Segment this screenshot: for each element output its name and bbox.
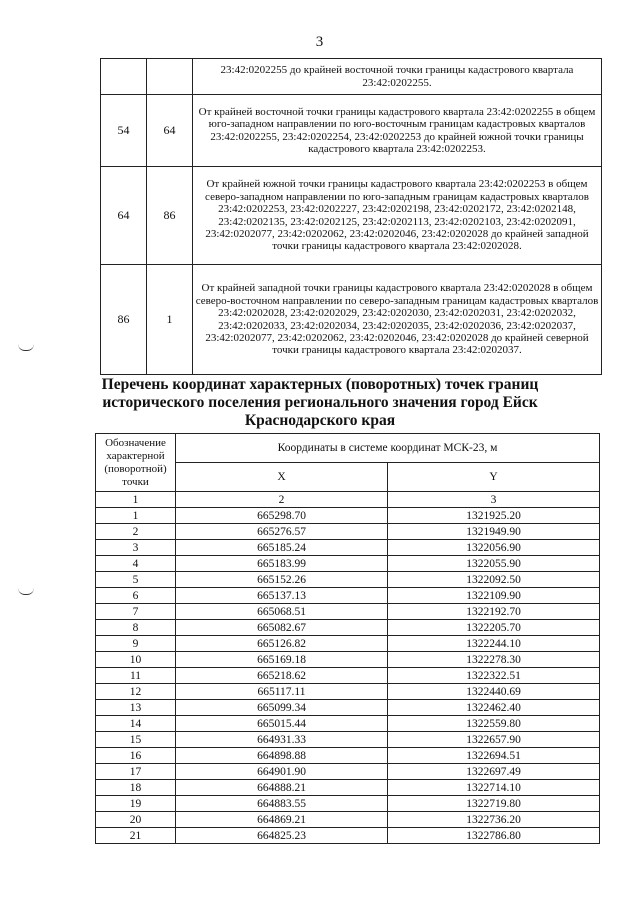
boundary-point-to xyxy=(147,59,193,95)
column-number-1: 1 xyxy=(96,492,176,508)
point-number: 19 xyxy=(96,796,176,812)
point-number: 17 xyxy=(96,764,176,780)
coordinate-x: 665152.26 xyxy=(176,572,388,588)
coordinate-y: 1322694.51 xyxy=(388,748,600,764)
point-number: 11 xyxy=(96,668,176,684)
point-number: 2 xyxy=(96,524,176,540)
coordinate-x: 665185.24 xyxy=(176,540,388,556)
margin-mark xyxy=(18,344,34,351)
boundary-description: От крайней восточной точки границы кадастрового квартала 23:42:0202255 в общем юго-западном направлении по юго-восточным границам кадастровых кварталов 23:42:0202255, 23:42:0202254, 23:42:0202253 до крайней южной точки границы кадастрового квартала 23:42:0202253. xyxy=(193,95,602,167)
coordinate-y: 1321949.90 xyxy=(388,524,600,540)
coordinate-x: 665068.51 xyxy=(176,604,388,620)
boundary-row xyxy=(101,265,602,375)
coordinate-row xyxy=(96,508,600,524)
coordinate-x: 664931.33 xyxy=(176,732,388,748)
point-number: 5 xyxy=(96,572,176,588)
boundary-row xyxy=(101,95,602,167)
point-number: 13 xyxy=(96,700,176,716)
coordinate-row xyxy=(96,812,600,828)
coordinate-row xyxy=(96,732,600,748)
coordinate-y: 1322440.69 xyxy=(388,684,600,700)
coordinate-row xyxy=(96,572,600,588)
point-number: 1 xyxy=(96,508,176,524)
coordinate-y: 1322719.80 xyxy=(388,796,600,812)
point-number: 6 xyxy=(96,588,176,604)
boundary-description: От крайней южной точки границы кадастрового квартала 23:42:0202253 в общем северо-западном направлении по юго-западным границам кадастровых кварталов 23:42:0202253, 23:42:0202227, 23:42:0202198, 23:42:0202172, 23:42:0202148, 23:42:0202135, 23:42:0202125, 23:42:0202113, 23:42:0202103, 23:42:0202091, 23:42:0202077, 23:42:0202062, 23:42:0202046, 23:42:0202028 до крайней западной точки границы кадастрового квартала 23:42:0202028. xyxy=(193,167,602,265)
coordinate-row xyxy=(96,716,600,732)
point-number: 15 xyxy=(96,732,176,748)
coordinate-x: 664901.90 xyxy=(176,764,388,780)
boundary-description: 23:42:0202255 до крайней восточной точки границы кадастрового квартала 23:42:0202255. xyxy=(193,59,602,95)
coordinate-x: 665169.18 xyxy=(176,652,388,668)
coordinate-row xyxy=(96,780,600,796)
margin-mark xyxy=(18,588,34,595)
coordinate-y: 1322559.80 xyxy=(388,716,600,732)
coordinate-row xyxy=(96,684,600,700)
coordinate-x: 665218.62 xyxy=(176,668,388,684)
point-number: 12 xyxy=(96,684,176,700)
coordinate-x: 664825.23 xyxy=(176,828,388,844)
coordinate-row xyxy=(96,620,600,636)
header-coordinate-system: Координаты в системе координат МСК-23, м xyxy=(176,434,600,463)
boundary-point-from: 86 xyxy=(101,265,147,375)
boundary-row xyxy=(101,167,602,265)
coordinate-y: 1321925.20 xyxy=(388,508,600,524)
coordinate-y: 1322657.90 xyxy=(388,732,600,748)
coordinate-x: 665099.34 xyxy=(176,700,388,716)
coordinate-row xyxy=(96,668,600,684)
boundary-point-from xyxy=(101,59,147,95)
page-number: 3 xyxy=(315,34,324,50)
coordinate-row xyxy=(96,652,600,668)
coordinate-y: 1322786.80 xyxy=(388,828,600,844)
point-number: 16 xyxy=(96,748,176,764)
coordinate-row xyxy=(96,828,600,844)
coordinate-row xyxy=(96,796,600,812)
coordinate-row xyxy=(96,764,600,780)
coordinate-y: 1322322.51 xyxy=(388,668,600,684)
coordinate-row xyxy=(96,700,600,716)
coordinate-x: 665137.13 xyxy=(176,588,388,604)
coordinate-x: 664869.21 xyxy=(176,812,388,828)
coordinate-row xyxy=(96,636,600,652)
boundary-point-to: 86 xyxy=(147,167,193,265)
coordinate-y: 1322205.70 xyxy=(388,620,600,636)
boundary-description: От крайней западной точки границы кадастрового квартала 23:42:0202028 в общем северо-восточном направлении по северо-западным границам кадастровых кварталов 23:42:0202028, 23:42:0202029, 23:42:0202030, 23:42:0202031, 23:42:0202032, 23:42:0202033, 23:42:0202034, 23:42:0202035, 23:42:0202036, 23:42:0202037, 23:42:0202077, 23:42:0202062, 23:42:0202046, 23:42:0202028 до крайней северной точки границы кадастрового квартала 23:42:0202037. xyxy=(193,265,602,375)
header-y: Y xyxy=(388,463,600,492)
boundary-row xyxy=(101,59,602,95)
coordinate-y: 1322109.90 xyxy=(388,588,600,604)
point-number: 8 xyxy=(96,620,176,636)
coordinate-x: 664898.88 xyxy=(176,748,388,764)
coordinate-y: 1322055.90 xyxy=(388,556,600,572)
coordinate-y: 1322736.20 xyxy=(388,812,600,828)
point-number: 7 xyxy=(96,604,176,620)
header-point-designation: Обозначение характерной (поворотной) точки xyxy=(96,434,176,492)
point-number: 9 xyxy=(96,636,176,652)
coordinate-x: 665117.11 xyxy=(176,684,388,700)
boundary-point-from: 54 xyxy=(101,95,147,167)
coordinate-y: 1322697.49 xyxy=(388,764,600,780)
point-number: 20 xyxy=(96,812,176,828)
column-number-3: 3 xyxy=(388,492,600,508)
coordinate-y: 1322278.30 xyxy=(388,652,600,668)
coordinate-row xyxy=(96,540,600,556)
coordinate-y: 1322192.70 xyxy=(388,604,600,620)
coordinate-y: 1322244.10 xyxy=(388,636,600,652)
coordinate-x: 665276.57 xyxy=(176,524,388,540)
boundary-point-from: 64 xyxy=(101,167,147,265)
header-x: X xyxy=(176,463,388,492)
point-number: 10 xyxy=(96,652,176,668)
coordinate-x: 665183.99 xyxy=(176,556,388,572)
coordinate-x: 665298.70 xyxy=(176,508,388,524)
coordinate-row xyxy=(96,588,600,604)
coordinate-y: 1322714.10 xyxy=(388,780,600,796)
boundary-point-to: 1 xyxy=(147,265,193,375)
point-number: 3 xyxy=(96,540,176,556)
coordinate-x: 664883.55 xyxy=(176,796,388,812)
coordinate-row xyxy=(96,604,600,620)
point-number: 21 xyxy=(96,828,176,844)
column-number-2: 2 xyxy=(176,492,388,508)
coordinate-x: 665126.82 xyxy=(176,636,388,652)
section-title: Перечень координат характерных (поворотных) точек границ исторического поселения регионального значения город Ейск Краснодарского края xyxy=(101,376,539,429)
coordinate-row xyxy=(96,748,600,764)
coordinate-row xyxy=(96,524,600,540)
coordinates-table xyxy=(95,433,600,844)
boundary-point-to: 64 xyxy=(147,95,193,167)
coordinate-y: 1322056.90 xyxy=(388,540,600,556)
coordinate-x: 664888.21 xyxy=(176,780,388,796)
point-number: 14 xyxy=(96,716,176,732)
coordinate-y: 1322092.50 xyxy=(388,572,600,588)
boundary-description-table xyxy=(100,58,602,375)
coordinate-x: 665015.44 xyxy=(176,716,388,732)
coordinate-x: 665082.67 xyxy=(176,620,388,636)
coordinate-y: 1322462.40 xyxy=(388,700,600,716)
point-number: 18 xyxy=(96,780,176,796)
point-number: 4 xyxy=(96,556,176,572)
coordinate-row xyxy=(96,556,600,572)
